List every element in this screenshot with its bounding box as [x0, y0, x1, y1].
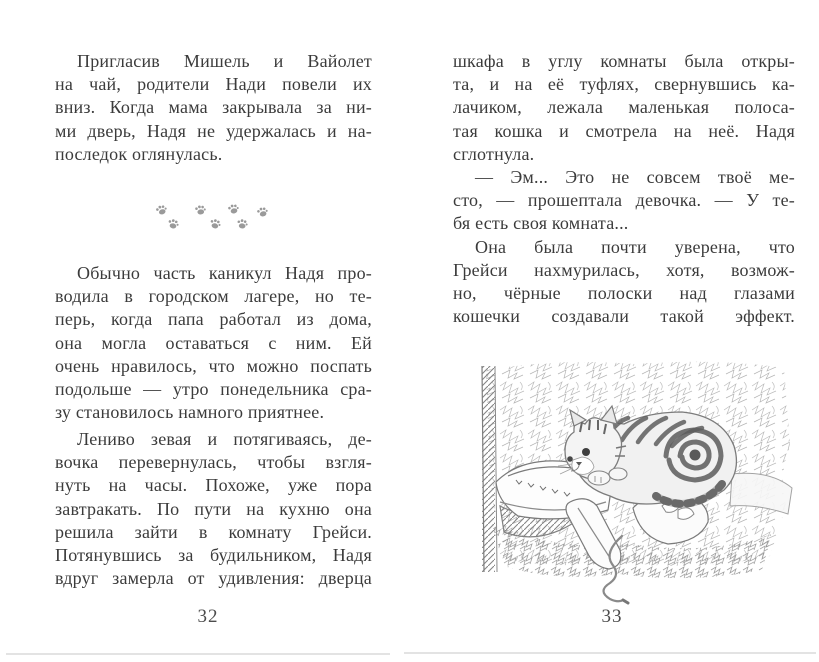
left-text-column [55, 50, 372, 610]
text-line: Обычно часть каникул Надя про- [77, 263, 372, 283]
text-line: Пригласив Мишель и Вайолет [77, 51, 372, 71]
page-bottom-edge [404, 652, 816, 654]
text-line: вочка перевернулась, чтобы взгля- [55, 452, 372, 473]
text-line: водила в городском лагере, но те- [55, 286, 372, 307]
paragraph [55, 262, 372, 424]
paw-print-icon [235, 216, 250, 231]
text-line: сглотнула. [453, 143, 535, 164]
paragraph [55, 50, 372, 166]
text-line: нуть на часы. Похоже, уже пора [55, 475, 372, 496]
door-frame-post [482, 366, 497, 572]
text-line: решила зайти в комнату Грейси. [55, 521, 372, 542]
text-line: она могла оставаться с ним. Ей [55, 332, 372, 353]
text-line: кошечки создавали такой эффект. [453, 306, 795, 327]
text-line: та, и на её туфлях, свернувшись ка- [453, 74, 795, 95]
paragraph [55, 428, 372, 590]
text-line: последок оглянулась. [55, 143, 223, 164]
paw-print-icon [193, 202, 207, 216]
text-line: перь, когда папа работал из дома, [55, 309, 372, 330]
paragraph [453, 166, 795, 236]
right-text-column [453, 50, 795, 328]
text-line: шкафа в углу комнаты была откры- [453, 51, 795, 71]
text-line: тая кошка и смотрела на неё. Надя [453, 120, 795, 141]
paw-print-icon [166, 216, 181, 231]
page-number: 32 [197, 606, 219, 627]
paw-print-icon [226, 201, 241, 216]
text-line: бя есть своя комната... [453, 213, 629, 234]
text-line: очень нравилось, что можно поспать [55, 355, 372, 376]
paw-print-icon [208, 216, 224, 232]
text-line: Грейси нахмурилась, хотя, возмож- [453, 259, 795, 280]
text-line: лачиком, лежала маленькая полоса- [453, 97, 795, 118]
paw-print-icon [255, 204, 271, 220]
paragraph [453, 236, 795, 329]
text-line: сто, — прошептала девочка. — У те- [453, 190, 795, 211]
text-line: зу становилось намного приятнее. [55, 402, 325, 423]
text-line: завтракать. По пути на кухню она [55, 498, 372, 519]
text-line: на чай, родители Нади повели их [55, 74, 372, 95]
kitten-on-shoes-illustration [470, 356, 795, 608]
text-line: но, чёрные полоски над глазами [453, 282, 795, 303]
text-line: вниз. Когда мама закрывала за ни- [55, 97, 372, 118]
text-line: подольше — утро понедельника сра- [55, 378, 372, 399]
paw-print-icon [153, 201, 169, 217]
text-line: Потянувшись за будильником, Надя [55, 544, 372, 565]
text-line: Лениво зевая и потягиваясь, де- [77, 429, 372, 449]
text-line: — Эм... Это не совсем твоё ме- [475, 166, 795, 187]
text-line: ми дверь, Надя не удержалась и на- [55, 120, 372, 141]
text-line: вдруг замерла от удивления: дверца [55, 568, 372, 589]
page-number: 33 [601, 606, 623, 627]
text-line: Она была почти уверена, что [475, 236, 795, 257]
page-bottom-edge [6, 653, 390, 655]
paragraph [453, 50, 795, 166]
paw-prints-decoration [148, 198, 274, 234]
